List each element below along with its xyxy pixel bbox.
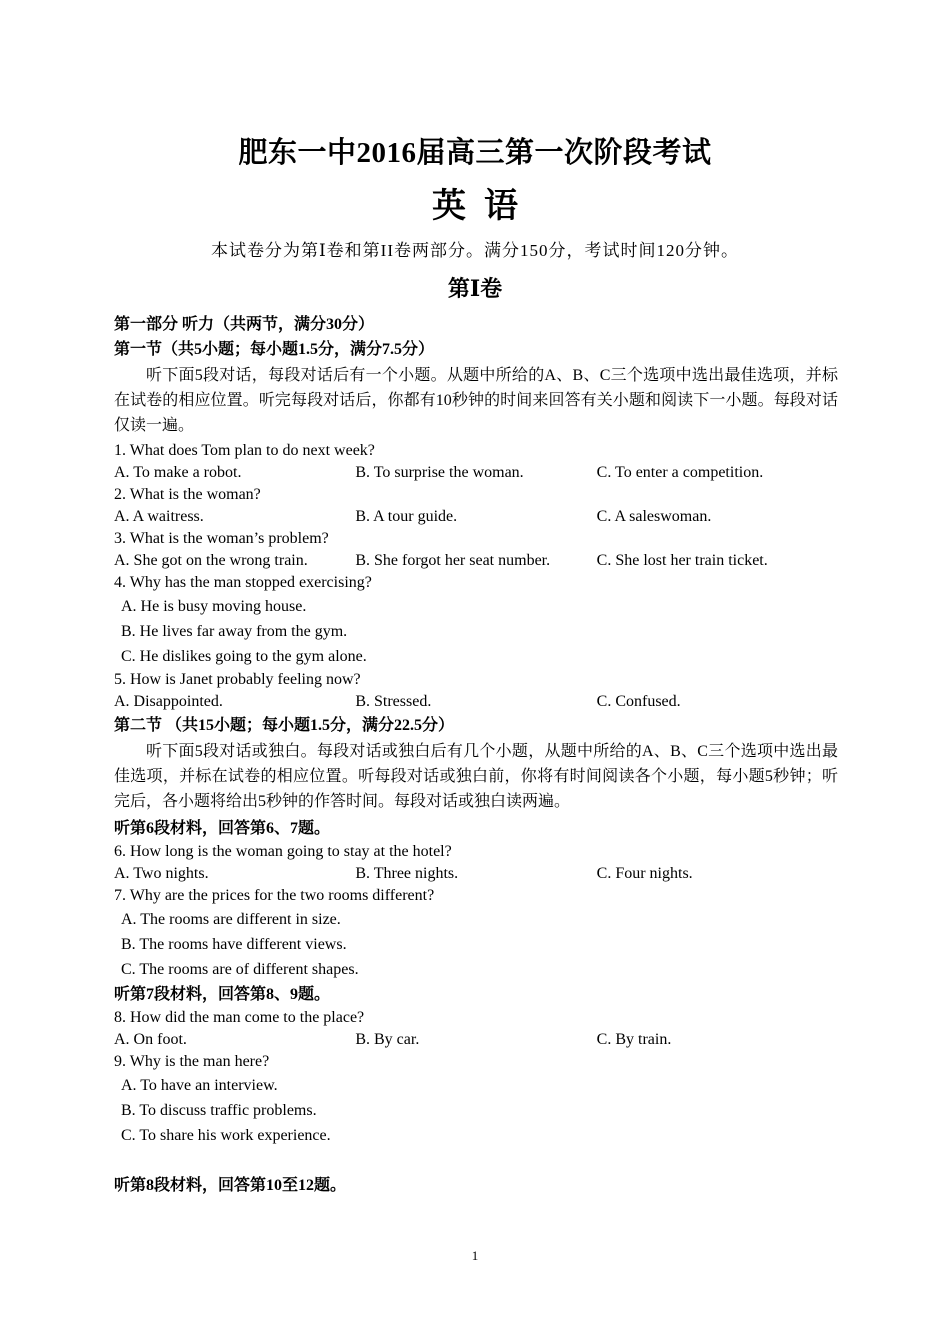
- question-7: 7. Why are the prices for the two rooms different?: [114, 887, 435, 904]
- question-5-options: [114, 691, 838, 713]
- volume-heading: 第Ⅰ卷: [447, 276, 503, 301]
- option-b: B. To surprise the woman.: [355, 464, 524, 481]
- option-a: A. The rooms are different in size.: [121, 911, 341, 928]
- question-4: 4. Why has the man stopped exercising?: [114, 574, 372, 591]
- option-b: B. He lives far away from the gym.: [121, 623, 348, 640]
- question-8-options: [114, 1029, 838, 1051]
- option-a: A. On foot.: [114, 1031, 187, 1048]
- option-c: C. She lost her train ticket.: [596, 552, 768, 569]
- question-6: 6. How long is the woman going to stay at the hotel?: [114, 843, 452, 860]
- exam-content: [114, 312, 838, 1198]
- part1-heading: 第一部分 听力（共两节，满分30分）: [114, 316, 375, 333]
- option-b: B. The rooms have different views.: [121, 936, 347, 953]
- option-a: A. He is busy moving house.: [121, 598, 307, 615]
- section1-heading: 第一节（共5小题；每小题1.5分，满分7.5分）: [114, 341, 435, 358]
- option-b: B. To discuss traffic problems.: [121, 1102, 317, 1119]
- question-1-options: [114, 462, 838, 484]
- option-c: C. He dislikes going to the gym alone.: [121, 648, 367, 665]
- option-b: B. Stressed.: [355, 693, 432, 710]
- option-c: C. Four nights.: [596, 865, 693, 882]
- option-b: B. A tour guide.: [355, 508, 458, 525]
- option-b: B. By car.: [355, 1031, 420, 1048]
- page-number: 1: [471, 1248, 479, 1263]
- subject-title: 英语: [432, 188, 536, 225]
- option-a: A. To have an interview.: [121, 1077, 278, 1094]
- option-c: C. A saleswoman.: [596, 508, 712, 525]
- option-c: C. The rooms are of different shapes.: [121, 961, 359, 978]
- question-2: 2. What is the woman?: [114, 486, 261, 503]
- option-c: C. By train.: [596, 1031, 672, 1048]
- question-1: 1. What does Tom plan to do next week?: [114, 442, 375, 459]
- option-b: B. She forgot her seat number.: [355, 552, 551, 569]
- question-8: 8. How did the man come to the place?: [114, 1009, 365, 1026]
- option-a: A. Disappointed.: [114, 693, 223, 710]
- question-3-options: [114, 550, 838, 572]
- question-9: 9. Why is the man here?: [114, 1053, 270, 1070]
- question-6-options: [114, 863, 838, 885]
- option-a: A. A waitress.: [114, 508, 204, 525]
- option-c: C. To share his work experience.: [121, 1127, 331, 1144]
- spacer: [114, 1148, 838, 1173]
- option-a: A. To make a robot.: [114, 464, 242, 481]
- material-6-heading: 听第6段材料，回答第6、7题。: [114, 820, 331, 837]
- option-c: C. To enter a competition.: [596, 464, 764, 481]
- exam-intro: 本试卷分为第Ⅰ卷和第II卷两部分。满分150分，考试时间120分钟。: [210, 241, 740, 260]
- option-c: C. Confused.: [596, 693, 681, 710]
- section2-heading: 第二节 （共15小题；每小题1.5分，满分22.5分）: [114, 717, 455, 734]
- question-5: 5. How is Janet probably feeling now?: [114, 671, 361, 688]
- option-a: A. She got on the wrong train.: [114, 552, 308, 569]
- material-7-heading: 听第7段材料，回答第8、9题。: [114, 986, 331, 1003]
- option-a: A. Two nights.: [114, 865, 209, 882]
- question-3: 3. What is the woman’s problem?: [114, 530, 329, 547]
- option-b: B. Three nights.: [355, 865, 459, 882]
- section1-instructions: 听下面5段对话，每段对话后有一个小题。从题中所给的A、B、C三个选项中选出最佳选项，并标在试卷的相应位置。听完每段对话后，你都有10秒钟的时间来回答有关小题和阅读下一小题。每段对话仅读一遍。: [114, 367, 838, 434]
- section2-instructions: 听下面5段对话或独白。每段对话或独白后有几个小题，从题中所给的A、B、C三个选项中选出最佳选项，并标在试卷的相应位置。听每段对话或独白前，你将有时间阅读各个小题，每小题5秒钟；听完后，各小题将给出5秒钟的作答时间。每段对话或独白读两遍。: [114, 743, 838, 810]
- question-2-options: [114, 506, 838, 528]
- exam-title: 肥东一中2016届高三第一次阶段考试: [238, 137, 712, 169]
- material-8-heading: 听第8段材料，回答第10至12题。: [114, 1177, 347, 1194]
